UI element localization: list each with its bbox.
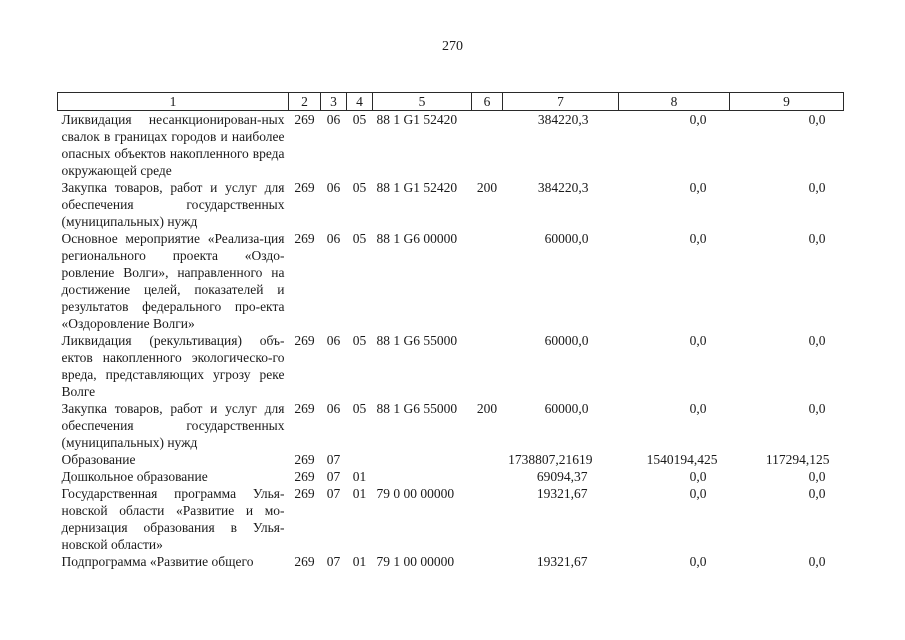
- cell-amount-col9: 0,0: [808, 554, 826, 569]
- cell-section: 07: [326, 554, 341, 569]
- cell-amount-col9: 0,0: [808, 333, 826, 348]
- table-row: [58, 400, 844, 451]
- row-name: Государственная программа Улья-новской области «Развитие и мо-дернизация образования в Улья-новской области»: [61, 486, 285, 552]
- cell-target-article: 88 1 G6 00000: [376, 231, 458, 246]
- cell-subsection: 01: [352, 554, 367, 569]
- cell-subsection: 05: [352, 333, 367, 348]
- header-col-9: 9: [730, 93, 844, 111]
- header-col-5: 5: [373, 93, 472, 111]
- cell-section: 06: [326, 231, 341, 246]
- cell-amount-col7: 384220,3: [537, 112, 589, 127]
- cell-expense-type: [472, 111, 503, 180]
- cell-amount-col9: 117294,125: [765, 452, 830, 467]
- cell-admin-code: 269: [294, 401, 315, 416]
- cell-target-article: 88 1 G6 55000: [376, 333, 458, 348]
- cell-section: 07: [326, 486, 341, 501]
- cell-amount-col7: 1738807,21619: [508, 452, 593, 467]
- cell-admin-code: 269: [294, 180, 315, 195]
- cell-admin-code: 269: [294, 452, 315, 467]
- cell-admin-code: 269: [294, 333, 315, 348]
- cell-target-article: 79 1 00 00000: [376, 554, 455, 569]
- cell-expense-type: [472, 451, 503, 468]
- table-row: [58, 485, 844, 553]
- cell-amount-col7: 60000,0: [544, 231, 589, 246]
- cell-admin-code: 269: [294, 486, 315, 501]
- cell-amount-col9: 0,0: [808, 469, 826, 484]
- cell-amount-col7: 384220,3: [537, 180, 589, 195]
- row-name: Образование: [61, 452, 136, 467]
- cell-target-article: 88 1 G6 55000: [376, 401, 458, 416]
- cell-subsection: 01: [352, 486, 367, 501]
- cell-target-article: 88 1 G1 52420: [376, 112, 458, 127]
- budget-table: [57, 92, 844, 570]
- cell-amount-col8: 0,0: [689, 401, 707, 416]
- cell-target-article: 88 1 G1 52420: [376, 180, 458, 195]
- cell-target-article: [373, 468, 472, 485]
- cell-amount-col8: 0,0: [689, 486, 707, 501]
- header-col-3: 3: [321, 93, 347, 111]
- row-name: Дошкольное образование: [61, 469, 208, 484]
- table-row: [58, 468, 844, 485]
- cell-amount-col9: 0,0: [808, 231, 826, 246]
- cell-admin-code: 269: [294, 112, 315, 127]
- row-name: Основное мероприятие «Реализа-ция регионального проекта «Оздо-ровление Волги», направленного на достижение целей, показателей и результатов федерального про-екта «Оздоровление Волги»: [61, 231, 285, 331]
- cell-amount-col8: 0,0: [689, 180, 707, 195]
- cell-amount-col8: 0,0: [689, 469, 707, 484]
- row-name: Ликвидация несанкционирован-ных свалок в границах городов и наиболее опасных объектов накопленного вреда окружающей среде: [61, 112, 285, 178]
- cell-subsection: [347, 451, 373, 468]
- cell-section: 06: [326, 333, 341, 348]
- header-col-2: 2: [289, 93, 321, 111]
- cell-amount-col9: 0,0: [808, 401, 826, 416]
- cell-subsection: 05: [352, 112, 367, 127]
- cell-amount-col8: 0,0: [689, 333, 707, 348]
- cell-subsection: 05: [352, 401, 367, 416]
- cell-target-article: 79 0 00 00000: [376, 486, 455, 501]
- cell-expense-type: [472, 485, 503, 553]
- cell-amount-col7: 60000,0: [544, 333, 589, 348]
- cell-amount-col9: 0,0: [808, 180, 826, 195]
- header-col-6: 6: [472, 93, 503, 111]
- row-name: Закупка товаров, работ и услуг для обеспечения государственных (муниципальных) нужд: [61, 401, 285, 450]
- cell-admin-code: 269: [294, 554, 315, 569]
- header-col-8: 8: [619, 93, 730, 111]
- cell-section: 07: [326, 452, 341, 467]
- cell-expense-type: [472, 553, 503, 570]
- cell-section: 06: [326, 401, 341, 416]
- cell-amount-col7: 69094,37: [536, 469, 588, 484]
- table-body: [58, 111, 844, 571]
- table-row: [58, 451, 844, 468]
- cell-admin-code: 269: [294, 231, 315, 246]
- cell-amount-col7: 19321,67: [536, 554, 588, 569]
- cell-section: 07: [326, 469, 341, 484]
- cell-target-article: [373, 451, 472, 468]
- cell-amount-col9: 0,0: [808, 486, 826, 501]
- cell-amount-col9: 0,0: [808, 112, 826, 127]
- header-col-4: 4: [347, 93, 373, 111]
- cell-amount-col8: 1540194,425: [646, 452, 718, 467]
- table-row: [58, 179, 844, 230]
- header-col-7: 7: [503, 93, 619, 111]
- cell-expense-type: [472, 332, 503, 400]
- cell-subsection: 01: [352, 469, 367, 484]
- cell-amount-col7: 19321,67: [536, 486, 588, 501]
- cell-admin-code: 269: [294, 469, 315, 484]
- cell-section: 06: [326, 180, 341, 195]
- table-row: [58, 553, 844, 570]
- cell-subsection: 05: [352, 180, 367, 195]
- table-row: [58, 230, 844, 332]
- cell-amount-col8: 0,0: [689, 112, 707, 127]
- row-name: Ликвидация (рекультивация) объ-ектов накопленного экологическо-го вреда, представляющих угрозу реке Волге: [61, 333, 285, 399]
- cell-expense-type: [472, 230, 503, 332]
- cell-expense-type: 200: [476, 401, 498, 416]
- table-header: [58, 93, 844, 111]
- cell-expense-type: 200: [476, 180, 498, 195]
- row-name: Закупка товаров, работ и услуг для обеспечения государственных (муниципальных) нужд: [61, 180, 285, 229]
- page-number: 270: [442, 39, 463, 54]
- cell-expense-type: [472, 468, 503, 485]
- row-name: Подпрограмма «Развитие общего: [61, 554, 254, 569]
- header-col-1: 1: [58, 93, 289, 111]
- cell-amount-col8: 0,0: [689, 554, 707, 569]
- cell-section: 06: [326, 112, 341, 127]
- cell-subsection: 05: [352, 231, 367, 246]
- cell-amount-col8: 0,0: [689, 231, 707, 246]
- table-row: [58, 111, 844, 180]
- table-row: [58, 332, 844, 400]
- cell-amount-col7: 60000,0: [544, 401, 589, 416]
